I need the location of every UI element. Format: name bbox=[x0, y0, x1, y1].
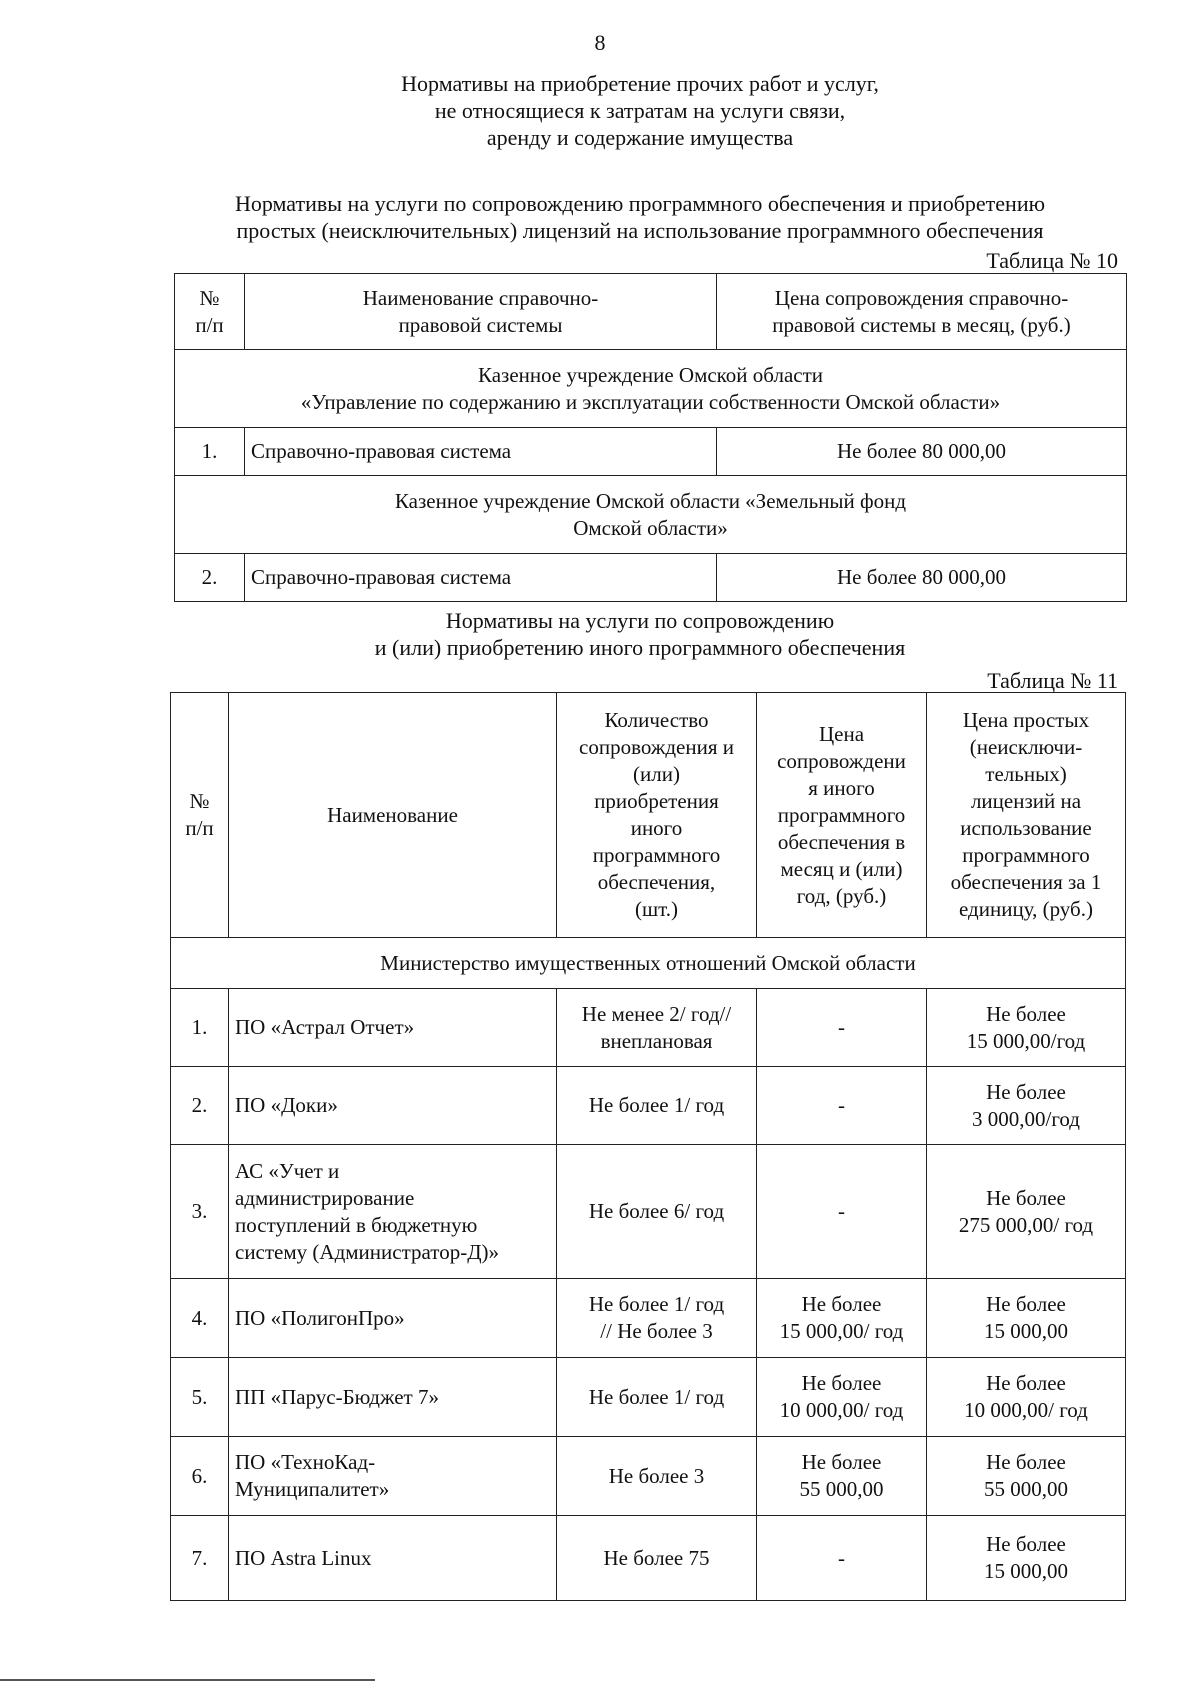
header-license-line: лицензий на bbox=[970, 789, 1082, 813]
row-support-line: Не более bbox=[801, 1292, 882, 1316]
table-row bbox=[175, 428, 1127, 476]
table10-org-row bbox=[175, 476, 1127, 554]
row-license-line: 275 000,00/ год bbox=[958, 1212, 1094, 1237]
row-price: Не более 80 000,00 bbox=[717, 554, 1127, 602]
row-name-line: Муниципалитет» bbox=[235, 1477, 390, 1501]
row-qty bbox=[557, 1437, 757, 1516]
header-support-line: месяц и (или) bbox=[780, 856, 903, 881]
row-qty-line: внеплановая bbox=[600, 1028, 713, 1053]
row-license-line: Не более bbox=[986, 1001, 1066, 1026]
org-cell bbox=[175, 476, 1127, 554]
header-qty-line: обеспечения, bbox=[597, 870, 716, 894]
header-name bbox=[245, 274, 717, 350]
row-license bbox=[927, 989, 1126, 1067]
row-name-line: ПО «ТехноКад- bbox=[235, 1450, 376, 1474]
org-line: «Управление по содержанию и эксплуатации собственности Омской области» bbox=[300, 389, 1001, 414]
header-qty-line: иного bbox=[630, 816, 683, 840]
header-qty bbox=[557, 693, 757, 938]
header-license-line: единицу, (руб.) bbox=[959, 897, 1093, 921]
row-license-line: Не более bbox=[986, 1532, 1066, 1556]
header-name-line: Наименование справочно- bbox=[362, 285, 599, 310]
org-line: Омской области» bbox=[573, 515, 728, 540]
section2-heading-line: и (или) приобретению иного программного обеспечения bbox=[374, 635, 906, 660]
row-qty bbox=[557, 1145, 757, 1279]
row-name-line: администрирование bbox=[235, 1185, 415, 1210]
row-license bbox=[927, 1145, 1126, 1279]
table11-header-row bbox=[171, 693, 1126, 938]
row-qty-line: Не более 6/ год bbox=[588, 1199, 725, 1223]
row-support bbox=[757, 1437, 927, 1516]
row-num: 1. bbox=[175, 428, 245, 476]
row-support-line: 10 000,00/ год bbox=[779, 1398, 904, 1422]
row-license-line: Не более bbox=[986, 1079, 1066, 1104]
header-name: Наименование bbox=[229, 693, 557, 938]
row-qty bbox=[557, 1279, 757, 1358]
header-support-line: обеспечения в bbox=[777, 829, 906, 854]
row-name: Справочно-правовая система bbox=[245, 428, 717, 476]
row-license bbox=[927, 1437, 1126, 1516]
row-support bbox=[757, 1516, 927, 1601]
header-support-line: программного bbox=[777, 802, 906, 827]
header-license-line: использование bbox=[960, 816, 1092, 840]
row-license-line: Не более bbox=[986, 1450, 1066, 1474]
row-name-line: систему (Администратор-Д)» bbox=[235, 1239, 500, 1264]
row-qty-line: Не более 1/ год bbox=[588, 1384, 725, 1409]
row-name-line: ПО «ПолигонПро» bbox=[235, 1305, 405, 1330]
table-row bbox=[171, 1145, 1126, 1279]
header-license-price bbox=[927, 693, 1126, 938]
row-qty bbox=[557, 989, 757, 1067]
row-support-line: Не более bbox=[801, 1450, 882, 1474]
table11-org-row bbox=[171, 938, 1126, 989]
org-cell bbox=[175, 350, 1127, 428]
row-name-line: ПП «Парус-Бюджет 7» bbox=[235, 1384, 439, 1409]
row-qty-line: Не более 75 bbox=[603, 1545, 710, 1570]
header-support-line: год, (руб.) bbox=[796, 883, 887, 908]
header-qty-line: сопровождения и bbox=[579, 735, 734, 759]
scan-edge-line bbox=[0, 1679, 375, 1681]
header-qty-line: программного bbox=[592, 843, 721, 867]
row-num: 4. bbox=[171, 1279, 229, 1358]
table-row bbox=[171, 1516, 1126, 1601]
row-name-line: ПО Astra Linux bbox=[235, 1545, 372, 1570]
org-line: Казенное учреждение Омской области bbox=[477, 362, 823, 387]
header-qty-line: Количество bbox=[604, 708, 709, 732]
row-qty bbox=[557, 1516, 757, 1601]
table-row bbox=[171, 989, 1126, 1067]
section1-heading bbox=[120, 190, 1160, 244]
row-license-line: Не более bbox=[986, 1185, 1066, 1210]
row-name-line: ПО «Доки» bbox=[235, 1093, 338, 1117]
row-qty-line: Не более 1/ год bbox=[588, 1292, 725, 1316]
row-support-line: Не более bbox=[801, 1371, 882, 1395]
row-support-line: 55 000,00 bbox=[799, 1477, 884, 1501]
row-license-line: Не более bbox=[986, 1292, 1066, 1316]
header-license-line: тельных) bbox=[985, 762, 1067, 786]
row-license bbox=[927, 1516, 1126, 1601]
row-name: Справочно-правовая система bbox=[245, 554, 717, 602]
row-name bbox=[229, 1358, 557, 1437]
row-license-line: 15 000,00 bbox=[984, 1559, 1068, 1583]
header-price-line: правовой системы в месяц, (руб.) bbox=[772, 312, 1071, 337]
row-license bbox=[927, 1358, 1126, 1437]
row-support-line: 15 000,00/ год bbox=[779, 1319, 904, 1343]
header-support-price bbox=[757, 693, 927, 938]
row-support bbox=[757, 989, 927, 1067]
row-name-line: АС «Учет и bbox=[235, 1158, 340, 1183]
table-row bbox=[171, 1437, 1126, 1516]
row-license-line: 3 000,00/год bbox=[971, 1106, 1080, 1131]
row-name-line: поступлений в бюджетную bbox=[235, 1212, 478, 1237]
page-number: 8 bbox=[594, 30, 606, 55]
table-row bbox=[171, 1067, 1126, 1145]
header-price bbox=[717, 274, 1127, 350]
header-qty-line: (или) bbox=[633, 762, 680, 786]
header-qty-line: (шт.) bbox=[634, 897, 678, 921]
header-license-line: (неисключи- bbox=[969, 735, 1083, 759]
main-heading bbox=[160, 70, 1120, 151]
table10 bbox=[174, 273, 1127, 602]
header-support-line: сопровождени bbox=[777, 748, 906, 773]
row-price: Не более 80 000,00 bbox=[717, 428, 1127, 476]
row-num: 5. bbox=[171, 1358, 229, 1437]
header-qty-line: приобретения bbox=[594, 789, 719, 813]
header-price-line: Цена сопровождения справочно- bbox=[774, 285, 1069, 310]
row-qty bbox=[557, 1067, 757, 1145]
row-license-line: 15 000,00/год bbox=[966, 1028, 1086, 1053]
table-row bbox=[175, 554, 1127, 602]
header-support-line: Цена bbox=[818, 721, 865, 746]
header-name-line: правовой системы bbox=[398, 312, 563, 337]
row-qty-line: Не более 1/ год bbox=[588, 1093, 725, 1117]
org-cell: Министерство имущественных отношений Омской области bbox=[171, 938, 1126, 989]
table10-label: Таблица № 10 bbox=[986, 248, 1118, 273]
row-num: 1. bbox=[171, 989, 229, 1067]
section1-heading-line: Нормативы на услуги по сопровождению программного обеспечения и приобретению bbox=[234, 191, 1046, 216]
row-name bbox=[229, 1516, 557, 1601]
header-license-line: обеспечения за 1 bbox=[950, 870, 1102, 894]
header-license-line: программного bbox=[962, 843, 1090, 867]
main-heading-line: не относящиеся к затратам на услуги связи, bbox=[434, 98, 846, 123]
table10-org-row bbox=[175, 350, 1127, 428]
row-qty-line: // Не более 3 bbox=[600, 1319, 713, 1343]
row-qty bbox=[557, 1358, 757, 1437]
row-qty-line: Не менее 2/ год// bbox=[581, 1001, 732, 1026]
table-row bbox=[171, 1279, 1126, 1358]
row-num: 2. bbox=[175, 554, 245, 602]
row-license-line: Не более bbox=[986, 1371, 1066, 1395]
table-row bbox=[171, 1358, 1126, 1437]
row-name-line: ПО «Астрал Отчет» bbox=[235, 1015, 415, 1039]
row-support bbox=[757, 1279, 927, 1358]
section2-heading bbox=[160, 607, 1120, 661]
main-heading-line: Нормативы на приобретение прочих работ и услуг, bbox=[401, 71, 879, 96]
section1-heading-line: простых (неисключительных) лицензий на использование программного обеспечения bbox=[236, 218, 1044, 243]
row-license-line: 15 000,00 bbox=[984, 1319, 1068, 1343]
main-heading-line: аренду и содержание имущества bbox=[486, 125, 794, 150]
row-num: 3. bbox=[171, 1145, 229, 1279]
row-name bbox=[229, 1067, 557, 1145]
header-num-line: № bbox=[189, 789, 210, 813]
row-license bbox=[927, 1279, 1126, 1358]
row-license-line: 55 000,00 bbox=[984, 1477, 1068, 1501]
table10-header-row bbox=[175, 274, 1127, 350]
row-support-line: - bbox=[838, 1545, 845, 1570]
row-license bbox=[927, 1067, 1126, 1145]
row-name bbox=[229, 1279, 557, 1358]
header-num-line: № bbox=[199, 285, 220, 310]
row-num: 7. bbox=[171, 1516, 229, 1601]
row-num: 6. bbox=[171, 1437, 229, 1516]
row-num: 2. bbox=[171, 1067, 229, 1145]
header-support-line: я иного bbox=[808, 775, 875, 800]
row-support-line: - bbox=[838, 1199, 845, 1223]
row-support bbox=[757, 1145, 927, 1279]
header-num bbox=[171, 693, 229, 938]
row-name bbox=[229, 1145, 557, 1279]
row-support-line: - bbox=[838, 1015, 845, 1039]
row-name bbox=[229, 989, 557, 1067]
row-support-line: - bbox=[838, 1093, 845, 1117]
row-license-line: 10 000,00/ год bbox=[964, 1398, 1088, 1422]
row-qty-line: Не более 3 bbox=[608, 1463, 705, 1488]
org-line: Казенное учреждение Омской области «Земельный фонд bbox=[394, 488, 907, 513]
section2-heading-line: Нормативы на услуги по сопровождению bbox=[445, 608, 835, 633]
table11 bbox=[170, 692, 1126, 1601]
header-num bbox=[175, 274, 245, 350]
header-num-line: п/п bbox=[185, 816, 214, 840]
row-support bbox=[757, 1067, 927, 1145]
row-support bbox=[757, 1358, 927, 1437]
header-license-line: Цена простых bbox=[962, 708, 1090, 732]
row-name bbox=[229, 1437, 557, 1516]
header-num-line: п/п bbox=[195, 312, 224, 337]
table11-label: Таблица № 11 bbox=[987, 668, 1118, 693]
